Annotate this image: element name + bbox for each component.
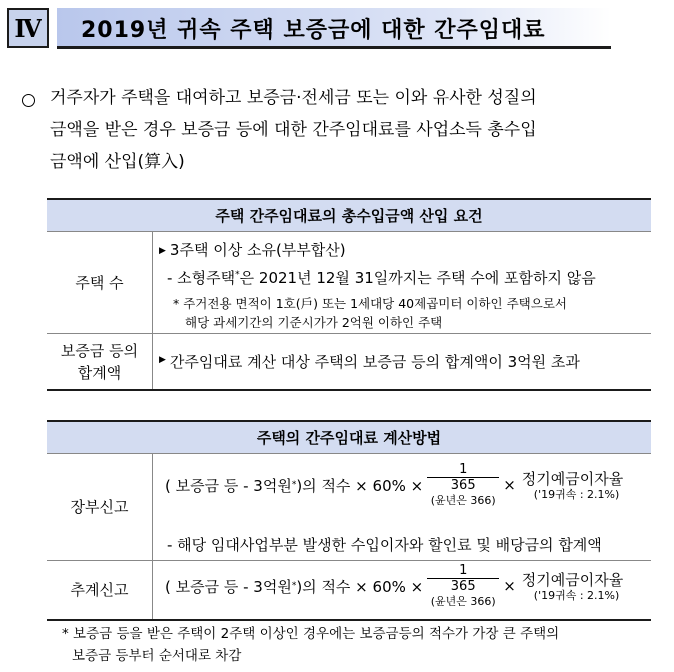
section-number-badge: Ⅳ bbox=[7, 8, 49, 48]
formula-text: ( 보증금 등 - 3억원 bbox=[165, 476, 292, 495]
footnote-marker: * bbox=[291, 480, 297, 490]
footnote-line: 보증금 등부터 순서대로 차감 bbox=[72, 648, 242, 664]
row-content bbox=[153, 561, 651, 619]
table-row bbox=[47, 334, 651, 389]
fraction-denominator: 365 bbox=[450, 579, 476, 594]
circle-bullet-icon bbox=[22, 94, 35, 107]
rate-label: 정기예금이자율 bbox=[521, 469, 624, 488]
fraction-denominator: 365 bbox=[450, 478, 476, 493]
bullet-text: 3주택 이상 소유(부부합산) bbox=[169, 241, 346, 259]
requirements-table bbox=[47, 198, 651, 391]
table-row bbox=[47, 454, 651, 561]
fraction-note: (윤년은 366) bbox=[430, 595, 496, 608]
intro-line: 금액을 받은 경우 보증금 등에 대한 간주임대료를 사업소득 총수입 bbox=[50, 120, 537, 140]
dash-text: - 해당 임대사업부분 발생한 수입이자와 할인료 및 배당금의 합계액 bbox=[167, 536, 602, 554]
footnote-marker: * bbox=[291, 581, 297, 591]
table-row bbox=[47, 232, 651, 334]
calculation-table bbox=[47, 420, 651, 621]
footnote-line: * 보증금 등을 받은 주택이 2주택 이상인 경우에는 보증금등의 적수가 가장 큰 주택의 bbox=[62, 626, 560, 642]
row-content bbox=[153, 454, 651, 560]
footnote-marker: * bbox=[235, 270, 240, 280]
row-content bbox=[153, 232, 651, 333]
dash-text: - 소형주택 bbox=[167, 269, 236, 287]
multiply-sign: × bbox=[503, 577, 516, 595]
intro-line: 금액에 산입(算入) bbox=[50, 152, 185, 172]
requirements-table-heading: 주택 간주임대료의 총수입금액 산입 요건 bbox=[47, 200, 651, 232]
intro-paragraph bbox=[50, 82, 650, 178]
formula-text: ( 보증금 등 - 3억원 bbox=[165, 577, 292, 596]
intro-line: 거주자가 주택을 대여하고 보증금·전세금 또는 이와 유사한 성질의 bbox=[50, 88, 537, 108]
note-text: * 주거전용 면적이 1호(戶) 또는 1세대당 40제곱미터 이하인 주택으로서 bbox=[173, 296, 567, 311]
interest-rate bbox=[522, 470, 623, 501]
rate-label: 정기예금이자율 bbox=[521, 570, 624, 589]
title-underline bbox=[57, 46, 611, 49]
footnote bbox=[62, 623, 662, 667]
fraction bbox=[427, 462, 499, 508]
formula-text: )의 적수 × 60% × bbox=[296, 577, 424, 596]
fraction-note: (윤년은 366) bbox=[430, 494, 496, 507]
row-label: 추계신고 bbox=[47, 561, 153, 619]
fraction-numerator: 1 bbox=[459, 563, 468, 578]
row-label bbox=[47, 334, 153, 389]
row-label-line: 합계액 bbox=[77, 363, 122, 382]
multiply-sign: × bbox=[503, 476, 516, 494]
formula-text: )의 적수 × 60% × bbox=[296, 476, 424, 495]
fraction bbox=[427, 563, 499, 609]
row-content bbox=[153, 334, 651, 389]
page-title: 2019년 귀속 주택 보증금에 대한 간주임대료 bbox=[81, 18, 546, 43]
calculation-table-heading: 주택의 간주임대료 계산방법 bbox=[47, 422, 651, 454]
section-header bbox=[7, 8, 611, 48]
rate-note: ('19귀속 : 2.1%) bbox=[533, 588, 620, 602]
formula bbox=[165, 563, 623, 609]
bullet-text: 간주임대료 계산 대상 주택의 보증금 등의 합계액이 3억원 초과 bbox=[169, 353, 580, 371]
triangle-bullet-icon: ▶ bbox=[159, 354, 166, 365]
row-label: 주택 수 bbox=[47, 232, 153, 333]
rate-note: ('19귀속 : 2.1%) bbox=[533, 487, 620, 501]
dash-text: 은 2021년 12월 31일까지는 주택 수에 포함하지 않음 bbox=[239, 269, 596, 287]
table-row bbox=[47, 561, 651, 619]
row-label: 장부신고 bbox=[47, 454, 153, 560]
formula bbox=[165, 462, 623, 508]
row-label-line: 보증금 등의 bbox=[60, 341, 139, 360]
fraction-numerator: 1 bbox=[459, 462, 468, 477]
triangle-bullet-icon: ▶ bbox=[159, 246, 166, 256]
note-text: 해당 과세기간의 기준시가가 2억원 이하인 주택 bbox=[185, 315, 443, 330]
interest-rate bbox=[522, 571, 623, 602]
